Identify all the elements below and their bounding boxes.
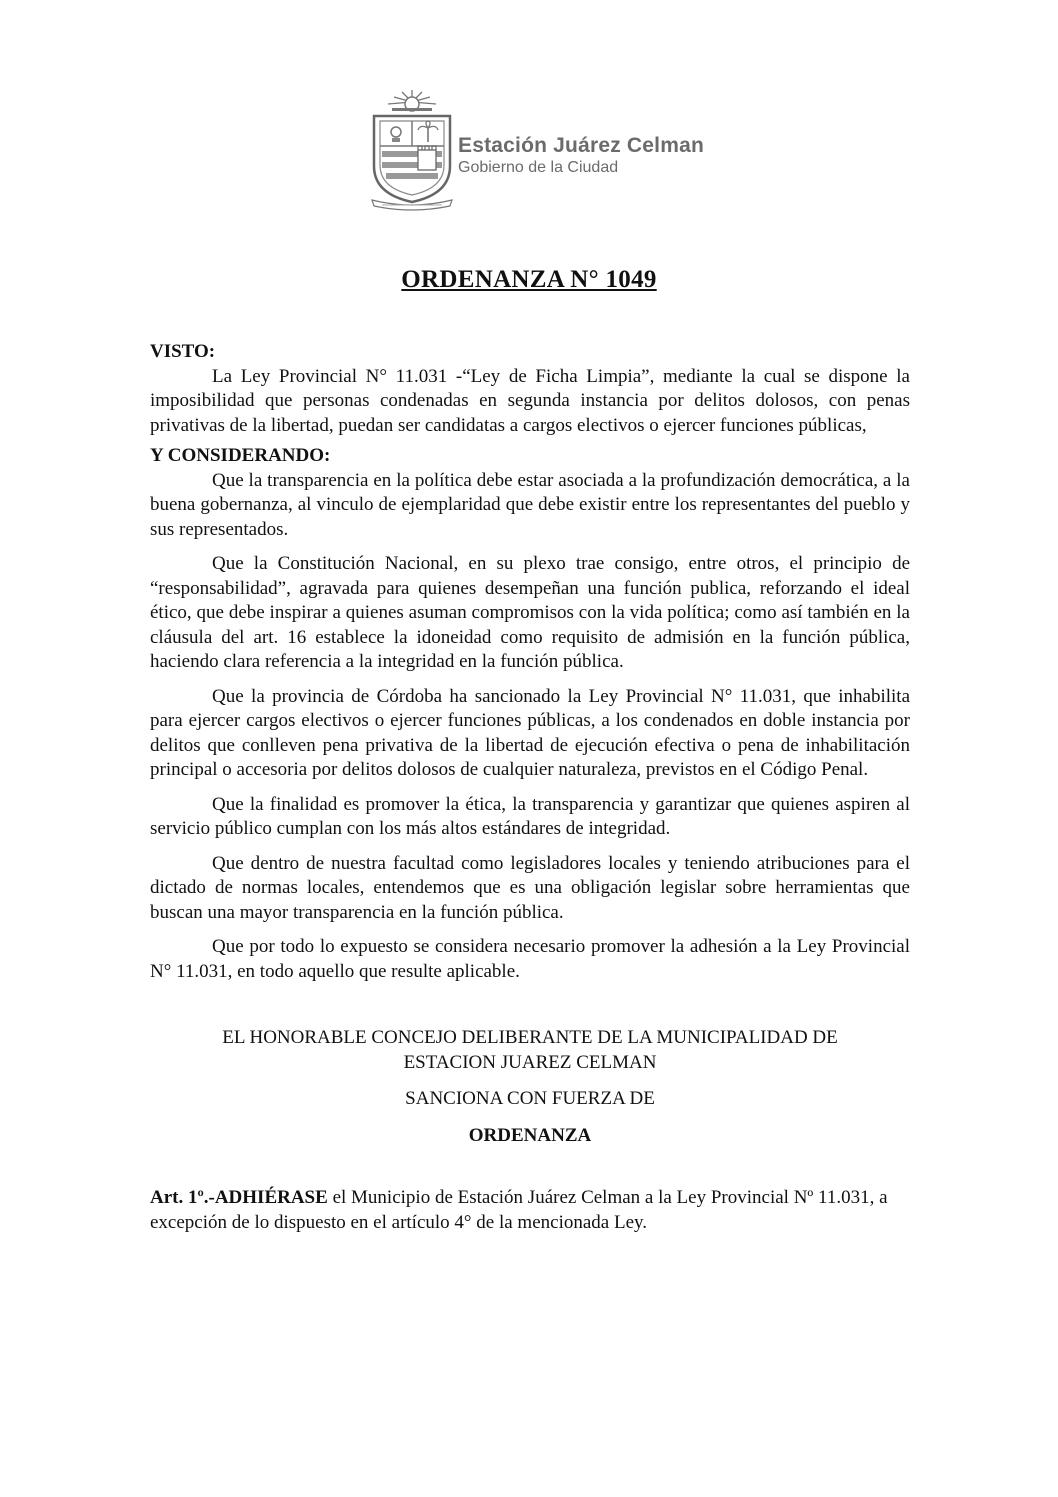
article-1-label: Art. 1º.-ADHIÉRASE (150, 1187, 328, 1208)
coat-of-arms-icon (368, 88, 456, 212)
considerando-paragraph-3: Que la provincia de Córdoba ha sancionado la Ley Provincial N° 11.031, que inhabilita para ejercer cargos electivos o ejercer funciones públicas, a los condenados en doble instancia por delitos que conlleven pena privativa de la libertad de ejecución efectiva o pena de inhabilitación principal o accesoria por delitos dolosos de cualquier naturaleza, previstos en el Código Penal. (150, 685, 910, 780)
organization-subtitle: Gobierno de la Ciudad (458, 159, 619, 176)
sanction-line-1: EL HONORABLE CONCEJO DELIBERANTE DE LA MUNICIPALIDAD DE (222, 1027, 838, 1048)
organization-name: Estación Juárez Celman (458, 134, 704, 157)
sanction-line-2: ESTACION JUAREZ CELMAN (403, 1051, 657, 1073)
letterhead (368, 88, 748, 218)
document-title: ORDENANZA N° 1049 (401, 266, 657, 293)
article-1 (150, 1186, 910, 1235)
document-body (150, 340, 910, 1235)
considerando-paragraph-5: Que dentro de nuestra facultad como legisladores locales y teniendo atribuciones para el dictado de normas locales, entendemos que es una obligación legislar sobre herramientas que buscan una mayor transparencia en la función pública. (150, 852, 910, 923)
visto-paragraph: La Ley Provincial N° 11.031 -“Ley de Ficha Limpia”, mediante la cual se dispone la imposibilidad que personas condenadas en segunda instancia por delitos dolosos, con penas privativas de la libertad, puedan ser candidatas a cargos electivos o ejercer funciones públicas, (150, 365, 910, 436)
considerando-paragraph-2: Que la Constitución Nacional, en su plexo trae consigo, entre otros, el principio de “responsabilidad”, agravada para quienes desempeñan una función publica, reforzando el ideal ético, que debe inspirar a quienes asuman compromisos con la vida política; como así también en la cláusula del art. 16 establece la idoneidad como requisito de admisión en la función pública, haciendo clara referencia a la integridad en la función pública. (150, 553, 910, 672)
sanction-line-3: SANCIONA CON FUERZA DE (405, 1088, 655, 1109)
considerando-paragraph-6: Que por todo lo expuesto se considera necesario promover la adhesión a la Ley Provincial N° 11.031, en todo aquello que resulte aplicable. (150, 936, 910, 982)
considerando-paragraph-4: Que la finalidad es promover la ética, la transparencia y garantizar que quienes aspiren al servicio público cumplan con los más altos estándares de integridad. (150, 793, 910, 839)
article-1-text: el Municipio de Estación Juárez Celman a la Ley Provincial Nº 11.031, a excepción de lo dispuesto en el artículo 4° de la mencionada Ley. (150, 1187, 888, 1233)
considerando-paragraph-1: Que la transparencia en la política debe estar asociada a la profundización democrática, a la buena gobernanza, al vinculo de ejemplaridad que debe existir entre los representantes del pueblo y sus representados. (150, 469, 910, 540)
visto-heading: VISTO: (150, 341, 216, 362)
sanction-line-4: ORDENANZA (468, 1124, 592, 1146)
considerando-heading: Y CONSIDERANDO: (150, 445, 331, 466)
